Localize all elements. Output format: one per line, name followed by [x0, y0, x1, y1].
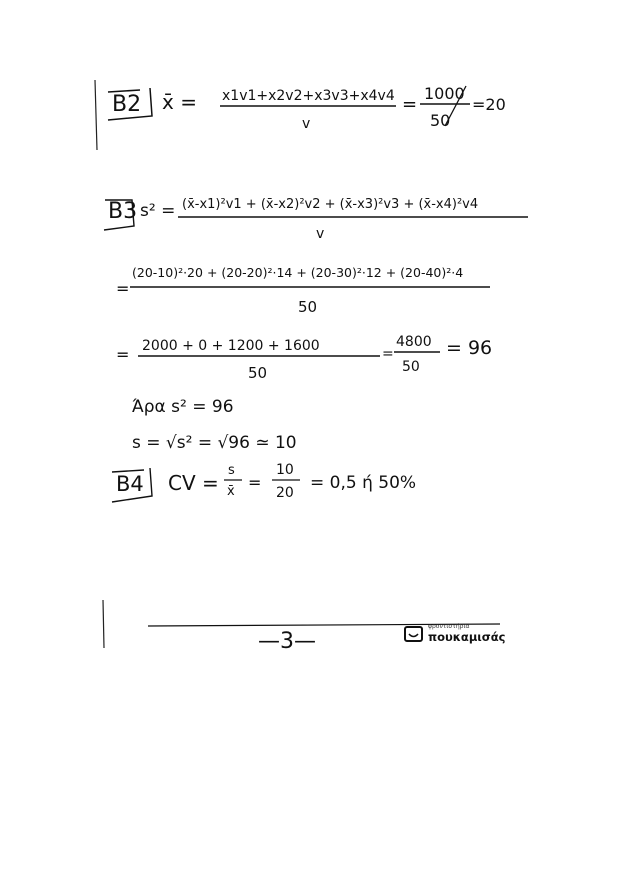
b3-line1-den: v	[316, 226, 325, 242]
b2-result: =20	[472, 95, 506, 114]
b3-label: B3	[108, 199, 138, 224]
logo-brand-name: πουκαμισάς	[428, 630, 506, 644]
margin-mark-bottom	[103, 600, 104, 648]
logo-smile-icon	[405, 627, 422, 641]
b3-line3-mid-eq: =	[382, 346, 394, 362]
b4-section	[112, 462, 416, 502]
b3-line2-num: (20-10)²·20 + (20-20)²·14 + (20-30)²·12 + (20-40)²·4	[132, 265, 464, 280]
b3-line1-num: (x̄-x1)²v1 + (x̄-x2)²v2 + (x̄-x3)²v3 + (x̄-x4)²v4	[182, 197, 479, 212]
b3-line3-den: 50	[248, 364, 268, 382]
logo-tagline: φροντιστήρια	[428, 623, 470, 630]
brand-logo	[404, 620, 514, 646]
margin-mark-top	[95, 80, 97, 150]
b4-frac2-den: 20	[276, 485, 294, 501]
b4-frac1-num: s	[228, 463, 235, 478]
b2-denominator: v	[302, 116, 311, 132]
b2-label: B2	[112, 92, 142, 117]
logo-graphic	[404, 620, 514, 646]
b3-line3-num: 2000 + 0 + 1200 + 1600	[142, 338, 320, 354]
b2-frac2-den: 50	[430, 111, 451, 130]
b3-conclusion-1: Άρα s² = 96	[132, 397, 234, 417]
b4-eq: =	[248, 473, 262, 492]
b2-section	[108, 84, 506, 132]
b3-line2-den: 50	[298, 298, 318, 316]
footer-page-number: —3—	[258, 629, 316, 654]
b2-lhs: x̄ =	[162, 90, 197, 114]
b4-label: B4	[116, 472, 144, 496]
b3-line3-mid-den: 50	[402, 359, 420, 375]
b4-frac1-den: x̄	[227, 484, 235, 499]
b3-line2-eq: =	[116, 279, 130, 298]
b2-numerator: x1v1+x2v2+x3v3+x4v4	[222, 88, 395, 104]
b3-conclusion-2: s = √s² = √96 ≃ 10	[132, 433, 297, 453]
b3-section	[104, 197, 528, 453]
b2-frac2-num: 1000	[424, 84, 465, 103]
b3-line3-result: = 96	[446, 337, 493, 359]
b3-line3-eq: =	[116, 345, 130, 364]
b3-lhs: s² =	[140, 201, 176, 221]
b4-lhs: CV =	[168, 471, 219, 495]
b3-line3-mid-num: 4800	[396, 334, 432, 350]
b4-frac2-num: 10	[276, 462, 294, 478]
b4-result: = 0,5 ή 50%	[310, 473, 417, 493]
b2-equals: =	[402, 94, 418, 115]
